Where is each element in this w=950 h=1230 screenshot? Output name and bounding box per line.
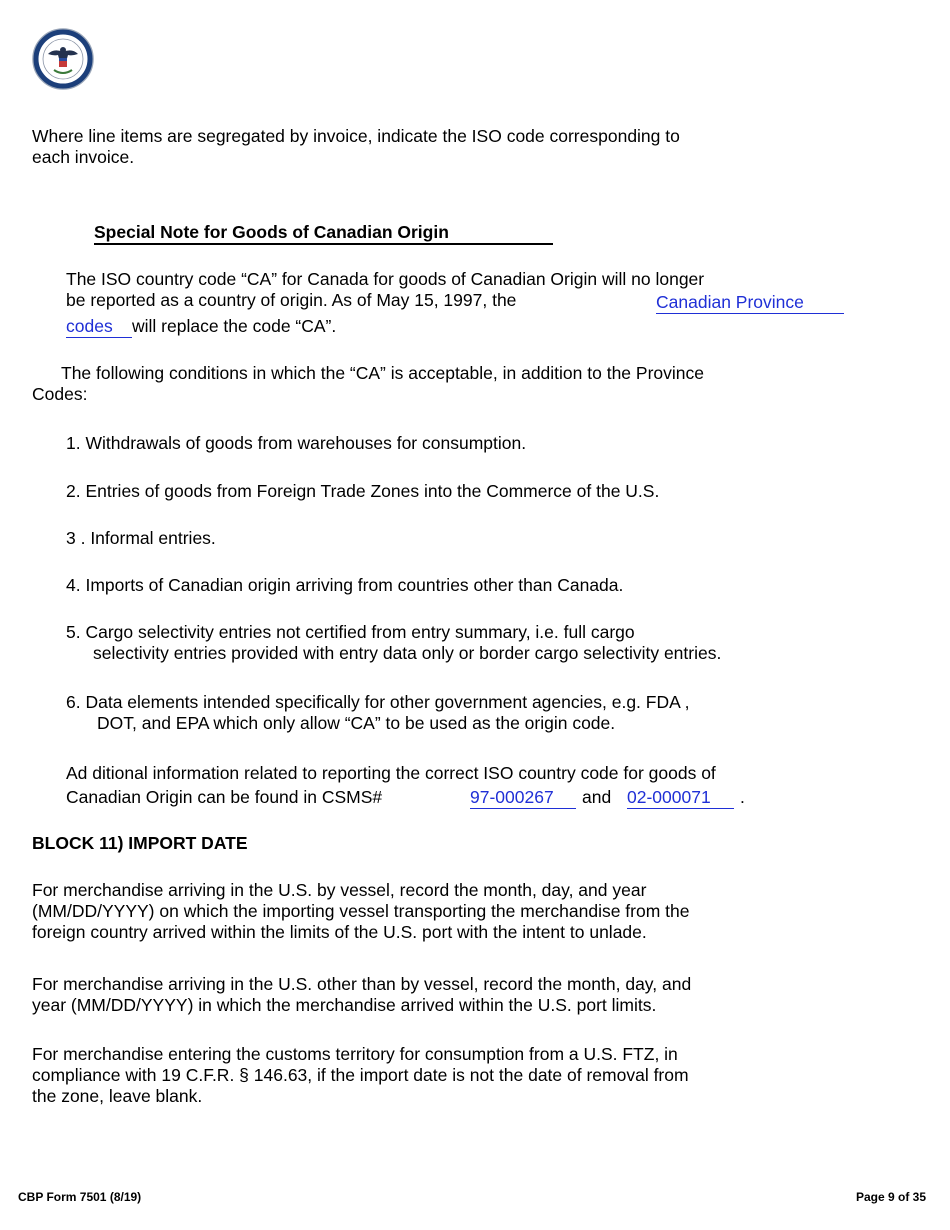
dhs-seal-icon bbox=[32, 28, 94, 90]
list-item: 3 . Informal entries. bbox=[66, 528, 216, 548]
list-item: 2. Entries of goods from Foreign Trade Zones into the Commerce of the U.S. bbox=[66, 481, 660, 501]
list-item: 1. Withdrawals of goods from warehouses for consumption. bbox=[66, 433, 527, 453]
list-item: 5. Cargo selectivity entries not certified from entry summary, i.e. full cargo bbox=[66, 622, 635, 642]
canadian-province-link[interactable]: Canadian Province bbox=[656, 292, 844, 314]
special-note-title: Special Note for Goods of Canadian Origin bbox=[94, 222, 553, 245]
csms-02-000071-link[interactable]: 02-000071 bbox=[627, 787, 734, 809]
additional-info-text: Canadian Origin can be found in CSMS# bbox=[66, 787, 383, 807]
page-number: Page 9 of 35 bbox=[855, 1190, 926, 1204]
intro-line: Where line items are segregated by invoice, indicate the ISO code corresponding to bbox=[32, 126, 680, 146]
additional-info-text: Ad ditional information related to reporting the correct ISO country code for goods of bbox=[66, 763, 716, 783]
csms-97-000267-link[interactable]: 97-000267 bbox=[470, 787, 576, 809]
form-number: CBP Form 7501 (8/19) bbox=[18, 1190, 142, 1204]
block-11-text: the zone, leave blank. bbox=[32, 1086, 203, 1106]
special-note-text: The ISO country code “CA” for Canada for goods of Canadian Origin will no longer bbox=[66, 269, 705, 289]
list-item-continued: selectivity entries provided with entry data only or border cargo selectivity entries. bbox=[93, 643, 722, 663]
list-item: 4. Imports of Canadian origin arriving from countries other than Canada. bbox=[66, 575, 624, 595]
intro-line: each invoice. bbox=[32, 147, 135, 167]
special-note-text: be reported as a country of origin. As of May 15, 1997, the bbox=[66, 290, 517, 310]
special-note-text: will replace the code “CA”. bbox=[132, 316, 337, 336]
block-11-text: foreign country arrived within the limits of the U.S. port with the intent to unlade. bbox=[32, 922, 647, 942]
period-text: . bbox=[740, 787, 745, 807]
list-item-continued: DOT, and EPA which only allow “CA” to be used as the origin code. bbox=[97, 713, 616, 733]
and-text: and bbox=[582, 787, 612, 807]
conditions-intro: The following conditions in which the “CA” is acceptable, in addition to the Province bbox=[61, 363, 704, 383]
codes-link[interactable]: codes bbox=[66, 316, 132, 338]
block-11-text: For merchandise arriving in the U.S. by vessel, record the month, day, and year bbox=[32, 880, 647, 900]
conditions-intro: Codes: bbox=[32, 384, 88, 404]
block-11-text: For merchandise entering the customs territory for consumption from a U.S. FTZ, in bbox=[32, 1044, 678, 1064]
block-11-text: year (MM/DD/YYYY) in which the merchandise arrived within the U.S. port limits. bbox=[32, 995, 657, 1015]
block-11-text: compliance with 19 C.F.R. § 146.63, if the import date is not the date of removal from bbox=[32, 1065, 689, 1085]
block-11-title: BLOCK 11) IMPORT DATE bbox=[32, 833, 248, 853]
block-11-text: (MM/DD/YYYY) on which the importing vessel transporting the merchandise from the bbox=[32, 901, 690, 921]
list-item: 6. Data elements intended specifically for other government agencies, e.g. FDA , bbox=[66, 692, 690, 712]
block-11-text: For merchandise arriving in the U.S. other than by vessel, record the month, day, and bbox=[32, 974, 692, 994]
